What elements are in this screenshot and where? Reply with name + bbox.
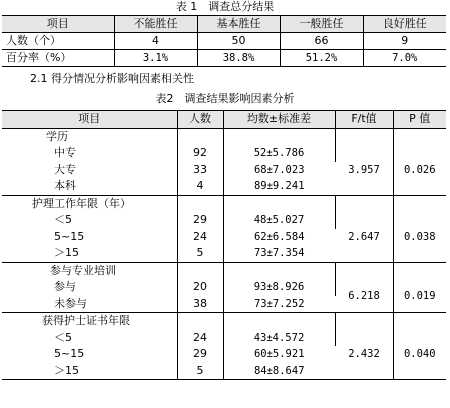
count-cell: 24 (177, 229, 223, 246)
table1-caption: 表 1 调查总分结果 (175, 0, 275, 13)
row-label: 中专 (2, 145, 177, 162)
row-label: 5~15 (2, 229, 177, 246)
group-row (2, 195, 446, 212)
row-label: 人数（个） (2, 33, 114, 50)
table-cell: 38.8% (197, 50, 280, 67)
row-label: 本科 (2, 178, 177, 195)
table-cell: 51.2% (280, 50, 363, 67)
table-row (2, 50, 446, 67)
count-cell: 29 (177, 212, 223, 229)
table2 (2, 110, 446, 380)
mean-sd-cell: 68±7.023 (253, 163, 305, 176)
table2-caption: 表2 调查结果影响因素分析 (155, 92, 295, 105)
group-title: 参与专业培训 (2, 262, 177, 279)
count-cell: 92 (177, 145, 223, 162)
table2-header: F/t值 (335, 111, 393, 129)
mean-sd-cell: 73±7.252 (253, 297, 305, 310)
count-cell: 20 (177, 279, 223, 296)
f-value: 6.218 (335, 279, 393, 313)
group-row (2, 262, 446, 279)
table1-header: 不能胜任 (114, 16, 197, 33)
row-label: 未参与 (2, 296, 177, 313)
mean-sd-cell: 84±8.647 (253, 364, 305, 377)
group-title: 护理工作年限（年） (2, 195, 177, 212)
f-value: 2.432 (335, 330, 393, 380)
row-label: ＜5 (2, 330, 177, 347)
group-row (2, 128, 446, 145)
group-title: 获得护士证书年限 (2, 313, 177, 330)
count-cell: 33 (177, 162, 223, 179)
table-row (2, 33, 446, 50)
mean-sd-cell: 48±5.027 (223, 212, 335, 229)
f-value: 3.957 (335, 145, 393, 195)
table1-header: 项目 (2, 16, 114, 33)
count-cell: 5 (177, 363, 223, 380)
table-row (2, 279, 446, 296)
p-value: 0.040 (403, 348, 436, 361)
group-row (2, 313, 446, 330)
mean-sd-cell: 60±5.921 (253, 348, 305, 361)
table-cell: 66 (280, 33, 363, 50)
section-note: 2.1 得分情况分析影响因素相关性 (30, 72, 194, 85)
table-cell: 3.1% (114, 50, 197, 67)
group-title: 学历 (2, 128, 177, 145)
count-cell: 29 (177, 346, 223, 363)
table-row (2, 330, 446, 347)
mean-sd-cell: 73±7.354 (253, 247, 305, 260)
count-cell: 4 (177, 178, 223, 195)
row-label: ＞15 (2, 245, 177, 262)
row-label: 大专 (2, 162, 177, 179)
p-value: 0.026 (403, 163, 436, 176)
row-label: 参与 (2, 279, 177, 296)
p-value: 0.038 (403, 230, 436, 243)
table2-header: 项目 (2, 111, 177, 129)
mean-sd-cell: 52±5.786 (223, 145, 335, 162)
table-cell: 7.0% (363, 50, 446, 67)
mean-sd-cell: 93±8.926 (223, 279, 335, 296)
table2-header-row (2, 111, 446, 129)
table1-header: 良好胜任 (363, 16, 446, 33)
table2-header: 人数 (177, 111, 223, 129)
count-cell: 24 (177, 330, 223, 347)
table-cell: 4 (114, 33, 197, 50)
count-cell: 5 (177, 245, 223, 262)
table2-header: P 值 (393, 111, 446, 129)
table1-header: 基本胜任 (197, 16, 280, 33)
f-value: 2.647 (335, 212, 393, 262)
table-row (2, 145, 446, 162)
table1-header-row (2, 16, 446, 33)
row-label: 百分率（%） (2, 50, 114, 67)
table1 (2, 15, 446, 67)
mean-sd-cell: 89±9.241 (253, 180, 305, 193)
row-label: ＞15 (2, 363, 177, 380)
row-label: 5~15 (2, 346, 177, 363)
mean-sd-cell: 43±4.572 (223, 330, 335, 347)
p-value: 0.019 (403, 289, 436, 302)
table-row (2, 212, 446, 229)
mean-sd-cell: 62±6.584 (253, 230, 305, 243)
table2-header: 均数±标准差 (223, 111, 335, 129)
table1-header: 一般胜任 (280, 16, 363, 33)
count-cell: 38 (177, 296, 223, 313)
table-cell: 9 (363, 33, 446, 50)
table-cell: 50 (197, 33, 280, 50)
row-label: ＜5 (2, 212, 177, 229)
